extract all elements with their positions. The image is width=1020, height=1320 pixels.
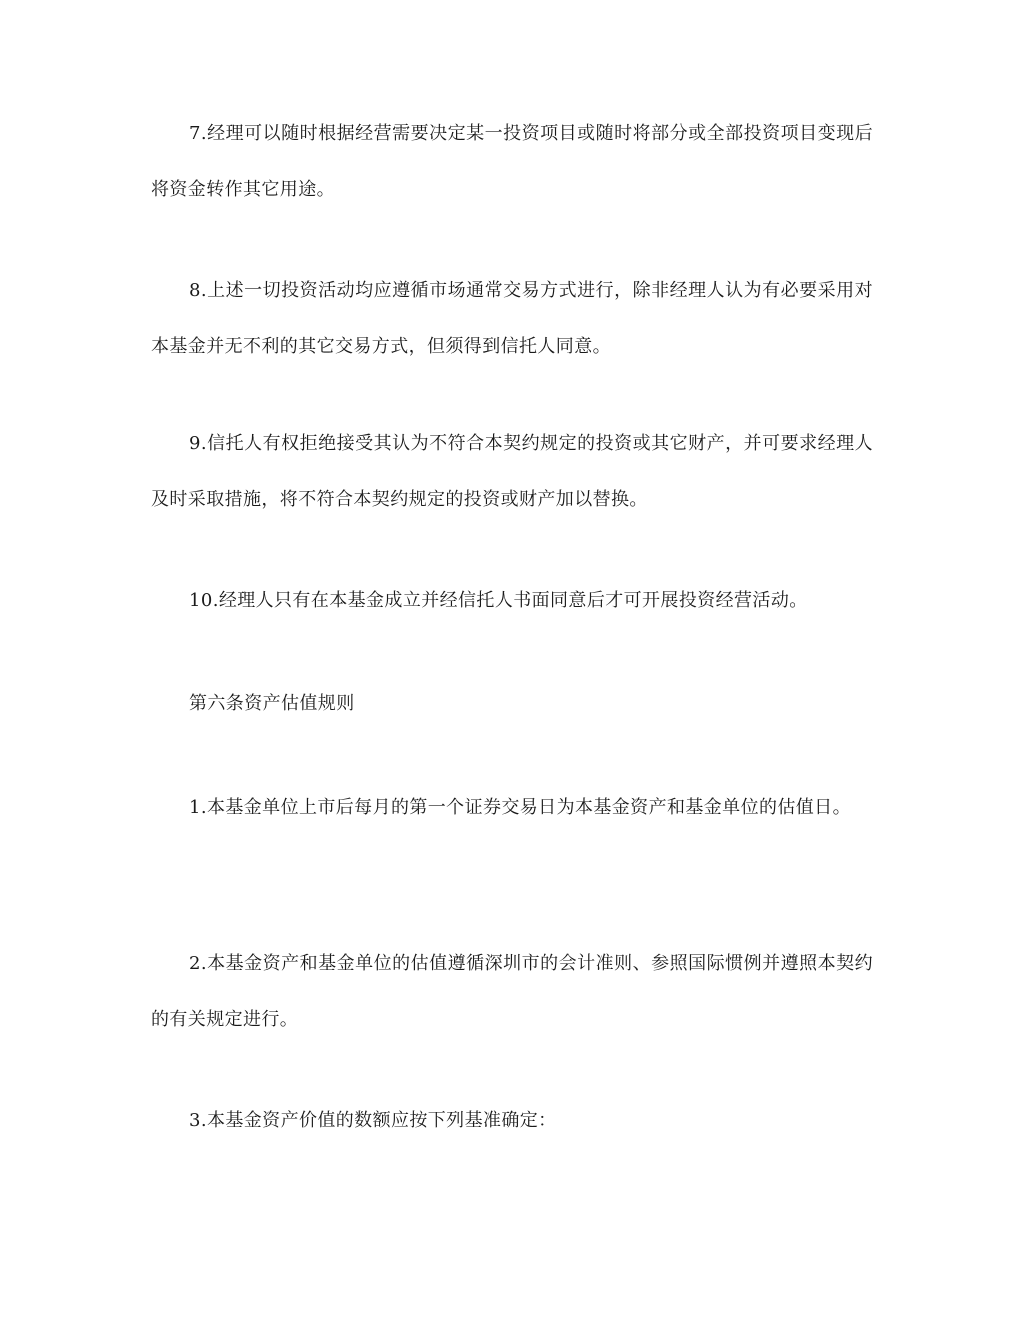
valuation-item-2: 2.本基金资产和基金单位的估值遵循深圳市的会计准则、参照国际惯例并遵照本契约的有关规定进行。 [151, 953, 873, 1030]
paragraph-10: 10.经理人只有在本基金成立并经信托人书面同意后才可开展投资经营活动。 [189, 590, 808, 611]
paragraph-8: 8.上述一切投资活动均应遵循市场通常交易方式进行，除非经理人认为有必要采用对本基金并无不利的其它交易方式，但须得到信托人同意。 [151, 280, 873, 357]
valuation-item-1: 1.本基金单位上市后每月的第一个证券交易日为本基金资产和基金单位的估值日。 [189, 797, 851, 818]
section-heading: 第六条资产估值规则 [189, 693, 355, 714]
paragraph-9: 9.信托人有权拒绝接受其认为不符合本契约规定的投资或其它财产，并可要求经理人及时采取措施，将不符合本契约规定的投资或财产加以替换。 [151, 433, 873, 510]
valuation-item-3: 3.本基金资产价值的数额应按下列基准确定： [189, 1110, 557, 1131]
paragraph-7: 7.经理可以随时根据经营需要决定某一投资项目或随时将部分或全部投资项目变现后将资金转作其它用途。 [151, 123, 873, 200]
